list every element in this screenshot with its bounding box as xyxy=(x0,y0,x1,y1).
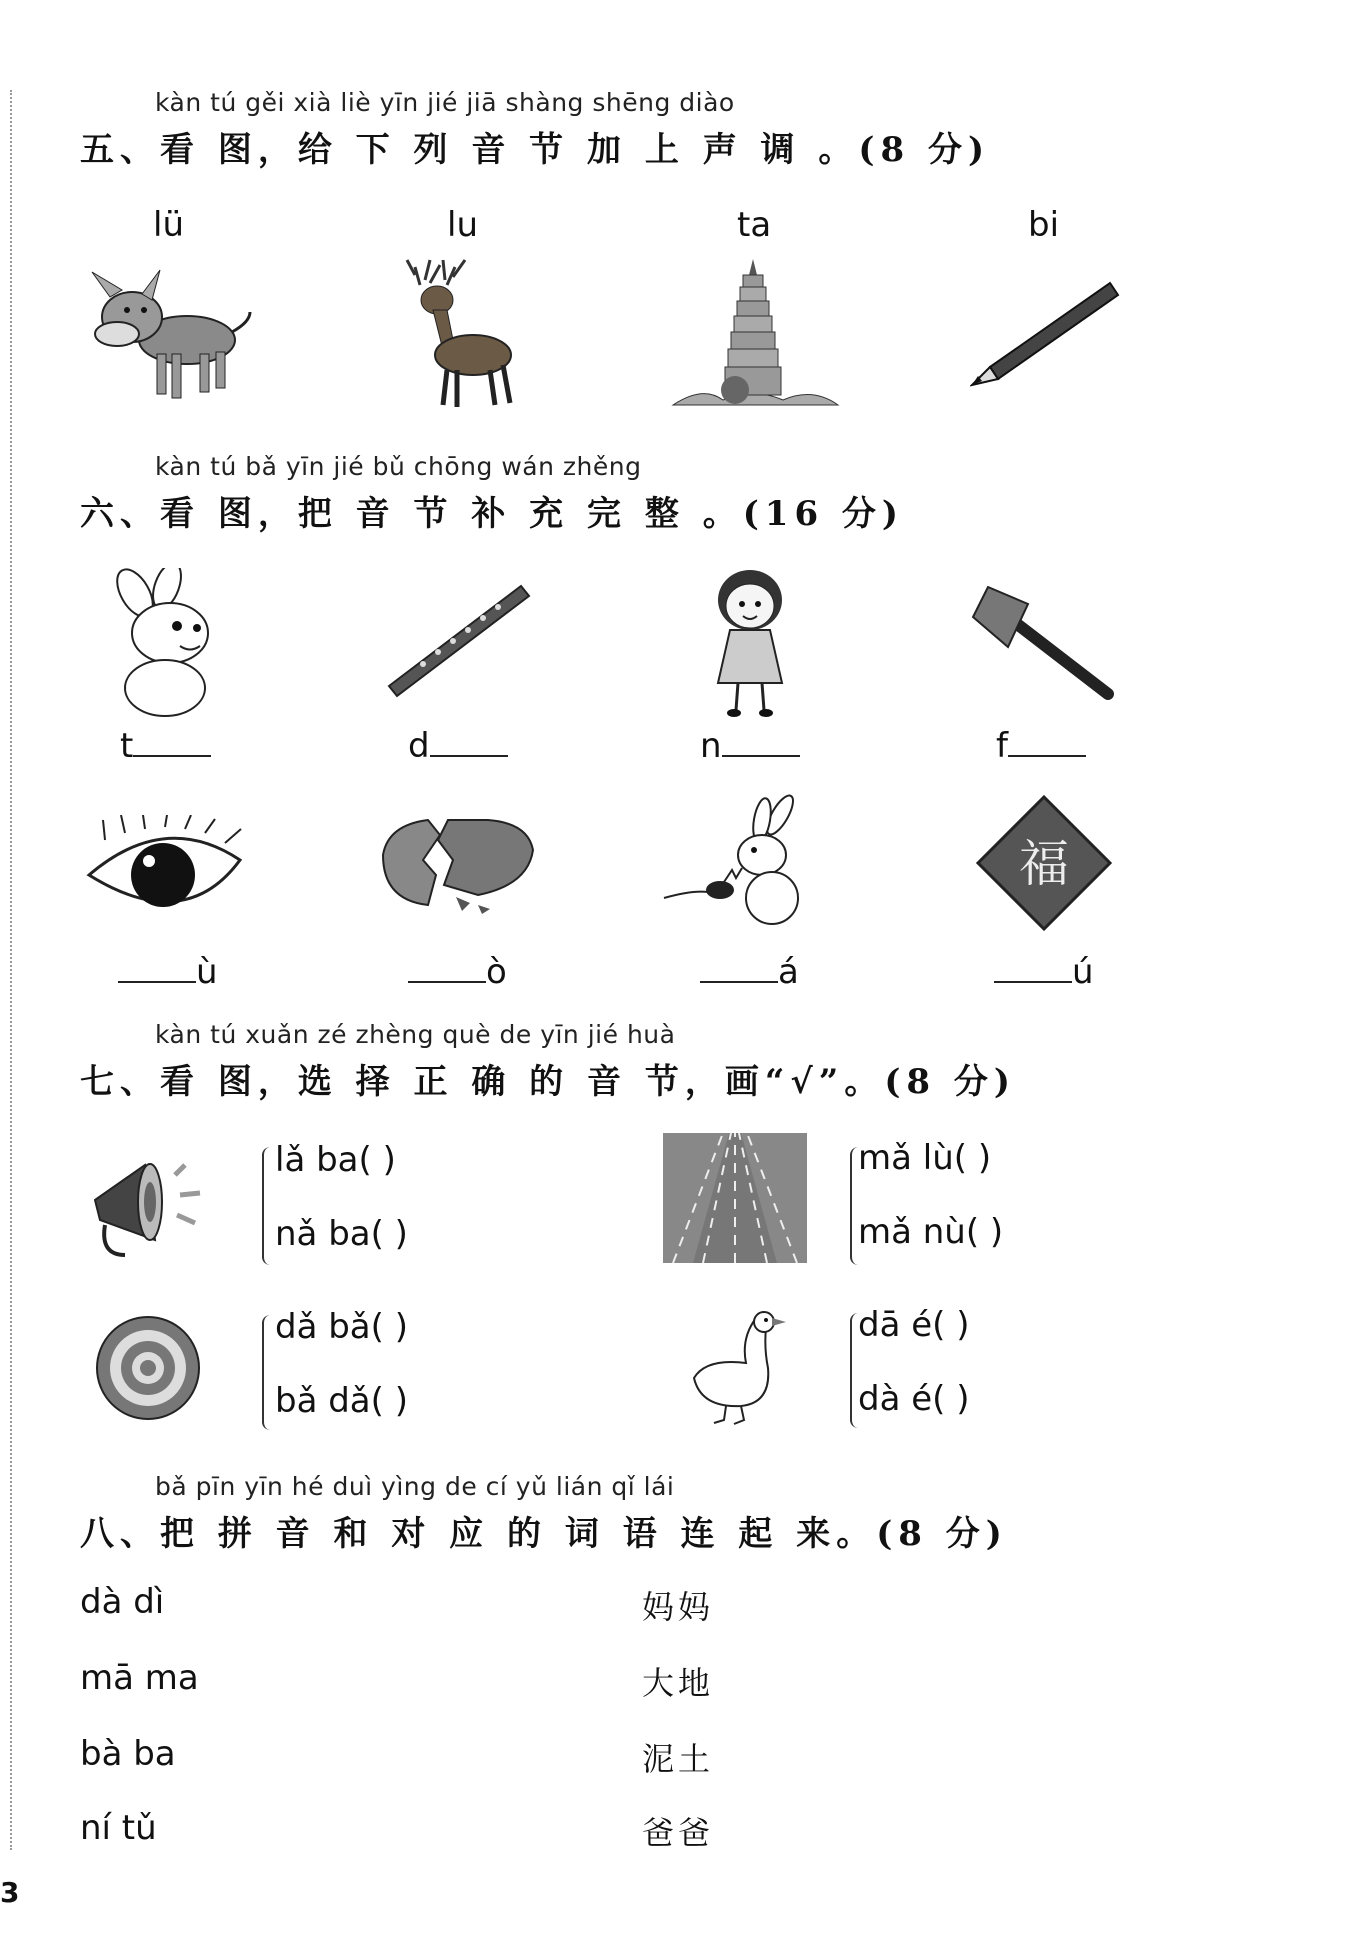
pencil-picture xyxy=(970,275,1120,390)
q7-pinyin: kàn tú xuǎn zé zhèng què de yīn jié huà xyxy=(155,1020,676,1049)
q8-pinyin-word-1[interactable]: dà dì xyxy=(80,1582,165,1622)
q7-option-1b[interactable]: nǎ ba( ) xyxy=(275,1214,408,1254)
girl-picture xyxy=(700,568,800,720)
pagoda-picture xyxy=(663,255,843,413)
rabbit-picture xyxy=(95,568,230,723)
q6-prefix-3: n xyxy=(700,726,722,766)
answer-blank[interactable] xyxy=(1008,749,1086,757)
q8-title: 八、把 拼 音 和 对 应 的 词 语 连 起 来。(8 分) xyxy=(80,1514,1008,1554)
q6-title: 六、看 图，把 音 节 补 充 完 整 。(16 分) xyxy=(80,494,905,534)
answer-blank[interactable] xyxy=(408,975,486,983)
donkey-picture xyxy=(82,262,257,407)
q5-title: 五、看 图，给 下 列 音 节 加 上 声 调 。(8 分) xyxy=(80,130,991,170)
q8-chinese-word-2[interactable]: 大地 xyxy=(642,1664,715,1702)
q6-row2-item-1[interactable] xyxy=(118,952,218,992)
fu-character: 福 xyxy=(1019,835,1069,893)
q6-suffix-2: ò xyxy=(486,952,507,992)
q5-syllable-1: lü xyxy=(153,205,184,245)
q8-pinyin-word-3[interactable]: bà ba xyxy=(80,1734,176,1774)
q5-syllable-4: bi xyxy=(1028,205,1060,245)
q6-row2-item-3[interactable] xyxy=(700,952,799,992)
q6-pinyin: kàn tú bǎ yīn jié bǔ chōng wán zhěng xyxy=(155,452,642,481)
target-picture xyxy=(95,1315,201,1421)
q6-prefix-2: d xyxy=(408,726,430,766)
q6-suffix-3: á xyxy=(778,952,799,992)
q6-row2-item-4[interactable] xyxy=(994,952,1094,992)
fu-character-picture xyxy=(976,795,1112,931)
q8-pinyin: bǎ pīn yīn hé duì yìng de cí yǔ lián qǐ lái xyxy=(155,1472,675,1501)
q7-brace-1 xyxy=(262,1147,274,1265)
page-number: 3 xyxy=(0,1876,20,1909)
q5-pinyin: kàn tú gěi xià liè yīn jié jiā shàng shēng diào xyxy=(155,88,735,117)
flute-picture xyxy=(383,580,533,700)
q7-option-2a[interactable]: mǎ lù( ) xyxy=(858,1138,992,1178)
broken-bowl-picture xyxy=(378,815,536,915)
answer-blank[interactable] xyxy=(994,975,1072,983)
answer-blank[interactable] xyxy=(118,975,196,983)
q6-row1-item-2[interactable] xyxy=(408,726,508,766)
q6-row1-item-3[interactable] xyxy=(700,726,800,766)
q6-row2-item-2[interactable] xyxy=(408,952,507,992)
q6-suffix-4: ú xyxy=(1072,952,1094,992)
q7-option-3b[interactable]: bǎ dǎ( ) xyxy=(275,1381,408,1421)
q7-option-1a[interactable]: lǎ ba( ) xyxy=(275,1140,396,1180)
q7-option-4a[interactable]: dā é( ) xyxy=(858,1305,970,1345)
goose-picture xyxy=(686,1308,788,1426)
axe-picture xyxy=(968,582,1116,702)
eye-picture xyxy=(85,815,245,930)
answer-blank[interactable] xyxy=(133,749,211,757)
answer-blank[interactable] xyxy=(700,975,778,983)
q7-option-3a[interactable]: dǎ bǎ( ) xyxy=(275,1307,408,1347)
q7-option-2b[interactable]: mǎ nù( ) xyxy=(858,1212,1004,1252)
q7-brace-3 xyxy=(262,1315,274,1430)
q8-pinyin-word-2[interactable]: mā ma xyxy=(80,1658,199,1698)
q8-chinese-word-1[interactable]: 妈妈 xyxy=(642,1588,715,1626)
q6-prefix-4: f xyxy=(996,726,1008,766)
answer-blank[interactable] xyxy=(430,749,508,757)
answer-blank[interactable] xyxy=(722,749,800,757)
q5-syllable-3: ta xyxy=(737,205,772,245)
q5-syllable-2: lu xyxy=(447,205,478,245)
q8-chinese-word-3[interactable]: 泥土 xyxy=(642,1740,715,1778)
q7-option-4b[interactable]: dà é( ) xyxy=(858,1379,970,1419)
deer-picture xyxy=(385,255,520,410)
q6-row1-item-1[interactable] xyxy=(120,726,211,766)
road-picture xyxy=(663,1133,807,1263)
margin-dotted-line xyxy=(10,90,12,1850)
loudspeaker-picture xyxy=(85,1145,215,1263)
q8-pinyin-word-4[interactable]: ní tǔ xyxy=(80,1808,157,1848)
q6-prefix-1: t xyxy=(120,726,134,766)
q7-title: 七、看 图，选 择 正 确 的 音 节，画“√”。(8 分) xyxy=(80,1062,1016,1102)
q6-row1-item-4[interactable] xyxy=(996,726,1086,766)
q6-suffix-1: ù xyxy=(196,952,218,992)
rabbit-carrot-picture xyxy=(662,790,822,932)
q8-chinese-word-4[interactable]: 爸爸 xyxy=(642,1814,715,1852)
